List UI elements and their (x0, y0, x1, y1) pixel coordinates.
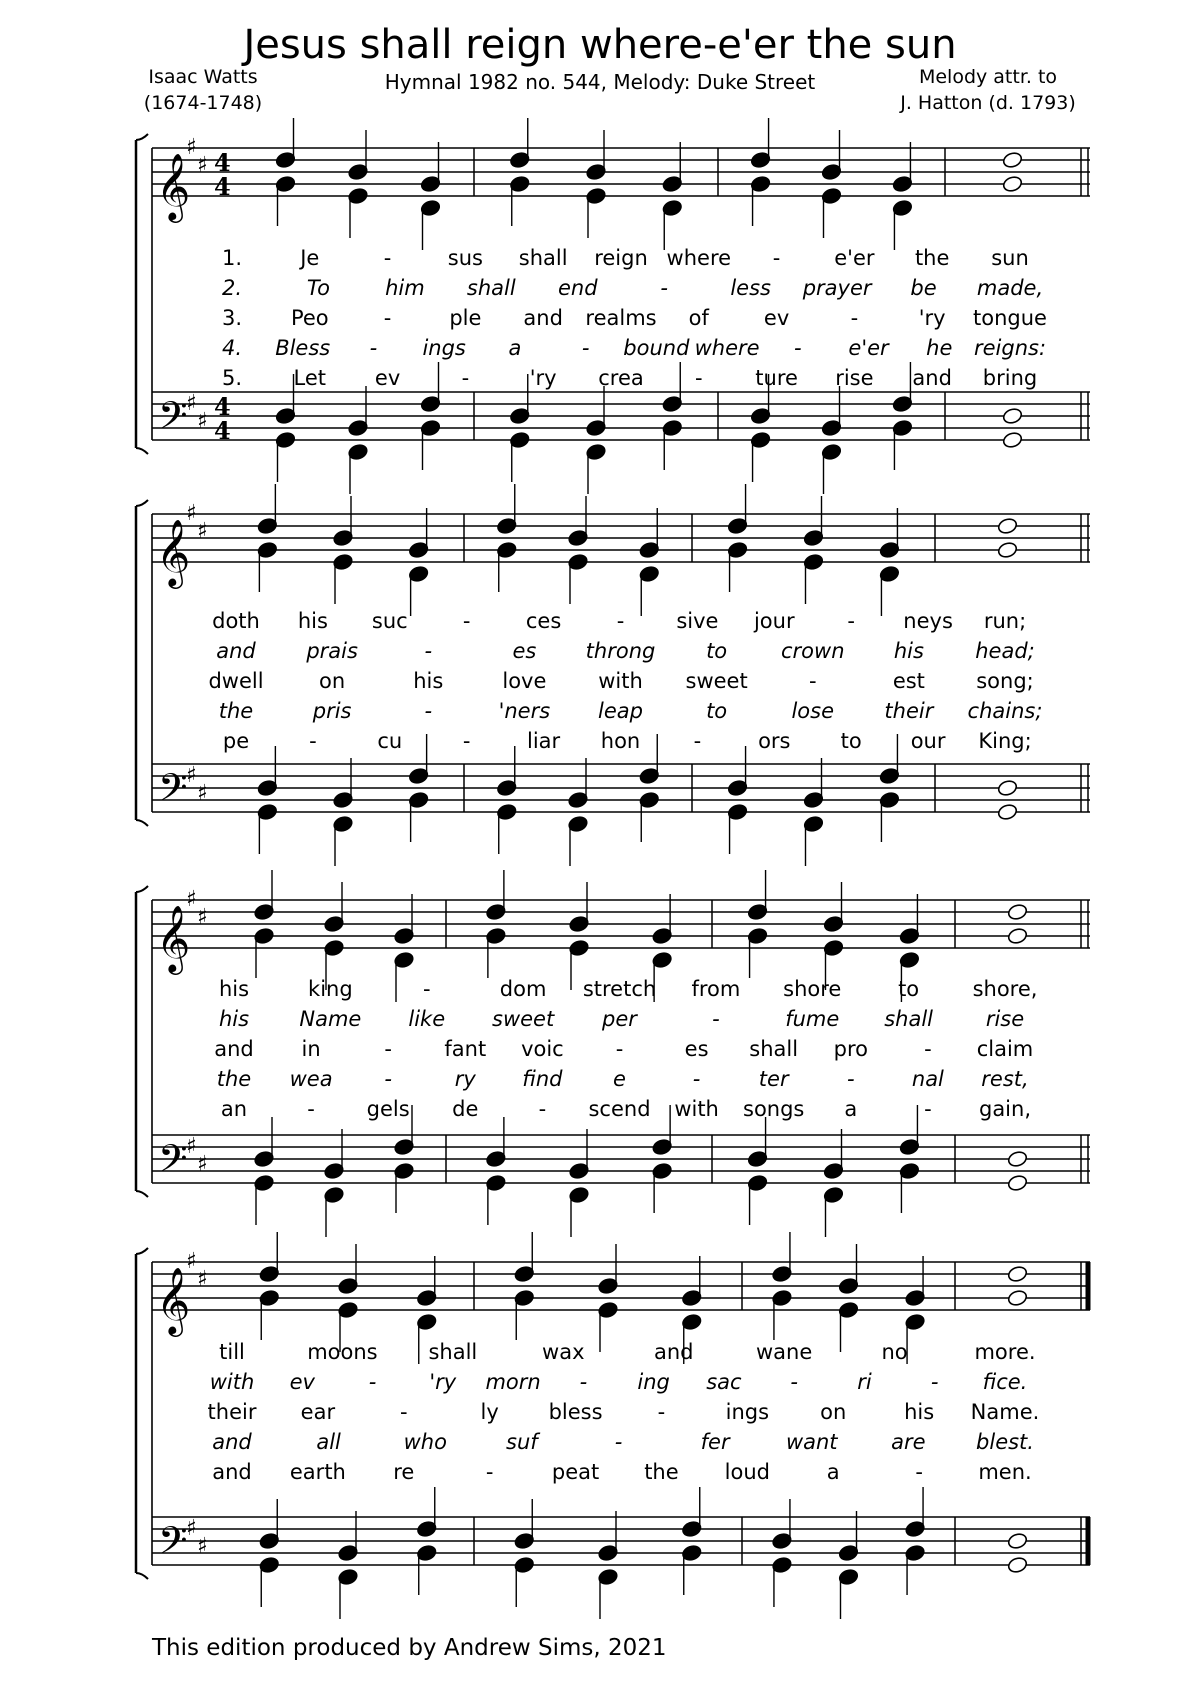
key-signature-sharp: ♯ (197, 905, 208, 930)
lyric-syllable: - (383, 246, 392, 270)
lyric-syllable: fume (785, 1007, 840, 1031)
lyric-syllable: - (847, 1067, 855, 1091)
lyric-syllable: - (850, 306, 859, 330)
lyric-syllable: on (820, 1400, 847, 1424)
lyric-syllable: song; (976, 669, 1034, 693)
words-author: Isaac Watts (148, 66, 258, 88)
lyric-syllable: he (926, 336, 953, 360)
lyric-syllable: reign (594, 246, 648, 270)
lyric-syllable: neys (903, 609, 953, 633)
lyric-syllable: Name. (970, 1400, 1040, 1424)
treble-clef-icon: 𝄞 (156, 904, 191, 972)
key-signature-sharp: ♯ (186, 391, 197, 416)
lyric-syllable: ri (857, 1370, 872, 1394)
lyric-syllable: all (316, 1430, 341, 1454)
lyric-syllable: to (706, 639, 728, 663)
key-signature-sharp: ♯ (197, 519, 208, 544)
lyric-syllable: songs (743, 1097, 805, 1121)
lyric-syllable: sive (676, 609, 719, 633)
lyric-syllable: where (666, 246, 732, 270)
lyric-syllable: - (657, 1400, 666, 1424)
lyric-syllable: 'ry (429, 1370, 457, 1394)
lyric-syllable: - (695, 366, 703, 390)
lyric-syllable: ev (763, 306, 790, 330)
notehead (1002, 175, 1023, 193)
lyric-syllable: - (693, 729, 702, 753)
lyric-syllable: - (461, 366, 470, 390)
lyric-syllable: the (216, 1067, 252, 1091)
lyric-syllable: doth (212, 609, 260, 633)
lyric-syllable: de (452, 1097, 479, 1121)
notehead (997, 517, 1018, 535)
lyric-syllable: gels (366, 1097, 410, 1121)
key-signature-sharp: ♯ (186, 1516, 197, 1541)
lyric-syllable: dwell (208, 669, 264, 693)
notehead (1002, 407, 1023, 425)
lyric-syllable: wax (542, 1340, 585, 1364)
system-1-brace-top (136, 134, 148, 140)
lyric-syllable: men. (978, 1460, 1032, 1484)
lyric-syllable: claim (976, 1037, 1034, 1061)
lyric-syllable: with (598, 669, 643, 693)
lyric-syllable: - (383, 306, 392, 330)
lyric-syllable: jour (753, 609, 795, 633)
lyric-syllable: 5. (221, 366, 243, 390)
melody-credit-line2: J. Hatton (d. 1793) (900, 92, 1076, 114)
lyric-syllable: fice. (982, 1370, 1028, 1394)
lyric-syllable: lose (791, 699, 835, 723)
system-2-brace-top (136, 500, 148, 506)
system-3-brace-top (136, 886, 148, 892)
lyric-syllable: realms (585, 306, 657, 330)
lyric-syllable: pe (222, 729, 250, 753)
lyric-syllable: suc (371, 609, 408, 633)
lyric-syllable: a (844, 1097, 858, 1121)
lyric-syllable: - (462, 729, 471, 753)
lyric-syllable: wane (756, 1340, 813, 1364)
lyric-syllable: his (218, 1007, 250, 1031)
lyric-syllable: - (924, 1097, 932, 1121)
lyric-syllable: the (914, 246, 950, 270)
lyric-syllable: are (891, 1430, 926, 1454)
lyric-syllable: liar (527, 729, 561, 753)
lyric-syllable: - (309, 729, 317, 753)
notehead (1002, 431, 1023, 449)
lyric-syllable: crea (598, 366, 644, 390)
lyric-syllable: head; (975, 639, 1035, 663)
lyric-syllable: no (881, 1340, 908, 1364)
lyric-syllable: - (424, 699, 433, 723)
lyric-syllable: - (368, 1370, 377, 1394)
lyric-syllable: him (385, 276, 425, 300)
lyric-syllable: 3. (221, 306, 243, 330)
lyric-syllable: e'er (848, 336, 889, 360)
words-dates: (1674-1748) (143, 92, 263, 114)
lyric-syllable: and (212, 1430, 252, 1454)
lyric-syllable: to (706, 699, 728, 723)
lyric-syllable: the (644, 1460, 679, 1484)
lyric-syllable: - (794, 336, 802, 360)
lyric-syllable: 4. (221, 336, 243, 360)
lyric-syllable: run; (983, 609, 1027, 633)
lyric-syllable: bless (548, 1400, 603, 1424)
treble-clef-icon: 𝄞 (156, 152, 191, 220)
lyric-syllable: pris (312, 699, 352, 723)
lyric-syllable: ple (449, 306, 482, 330)
lyric-syllable: sweet (685, 669, 748, 693)
notehead (1007, 1532, 1028, 1550)
lyric-syllable: end (557, 276, 598, 300)
lyric-syllable: be (910, 276, 937, 300)
lyric-syllable: ev (374, 366, 401, 390)
lyric-syllable: with (674, 1097, 719, 1121)
system-4-brace-bottom (136, 1573, 148, 1579)
lyric-syllable: - (614, 1430, 623, 1454)
lyric-syllable: - (808, 669, 817, 693)
notehead (1007, 927, 1028, 945)
time-signature: 4 (214, 172, 231, 201)
lyric-syllable: - (847, 609, 855, 633)
lyric-syllable: - (579, 1370, 588, 1394)
lyric-syllable: leap (598, 699, 643, 723)
notehead (997, 779, 1018, 797)
lyric-syllable: a (826, 1460, 840, 1484)
lyric-syllable: - (616, 609, 625, 633)
lyric-syllable: and (216, 639, 256, 663)
lyric-syllable: tongue (973, 306, 1047, 330)
lyric-syllable: shore (783, 977, 842, 1001)
lyric-syllable: dom (499, 977, 547, 1001)
lyric-syllable: and (653, 1340, 694, 1364)
lyric-syllable: chains; (967, 699, 1043, 723)
lyric-syllable: - (692, 1067, 701, 1091)
lyric-syllable: sus (447, 246, 483, 270)
lyric-syllable: loud (724, 1460, 770, 1484)
lyric-syllable: rise (985, 1007, 1025, 1031)
lyric-syllable: less (730, 276, 771, 300)
lyric-syllable: 'ners (498, 699, 551, 723)
lyric-syllable: est (892, 669, 925, 693)
system-4-brace-top (136, 1248, 148, 1254)
lyric-syllable: - (422, 977, 431, 1001)
system-2-brace-bottom (136, 820, 148, 826)
bass-clef-icon: 𝄢 (158, 1136, 188, 1190)
lyric-syllable: - (384, 1037, 392, 1061)
lyric-syllable: love (502, 669, 547, 693)
lyric-syllable: to (840, 729, 862, 753)
lyric-syllable: find (522, 1067, 563, 1091)
key-signature-sharp: ♯ (197, 1267, 208, 1292)
lyric-syllable: the (218, 699, 254, 723)
lyric-syllable: 1. (221, 246, 243, 270)
lyric-syllable: - (384, 1067, 392, 1091)
lyric-syllable: rest, (981, 1067, 1029, 1091)
lyric-syllable: scend (588, 1097, 651, 1121)
lyric-syllable: 2. (221, 276, 243, 300)
key-signature-sharp: ♯ (197, 153, 208, 178)
lyric-syllable: - (915, 1460, 923, 1484)
lyric-syllable: king (308, 977, 353, 1001)
key-signature-sharp: ♯ (197, 781, 208, 806)
lyric-syllable: in (301, 1037, 321, 1061)
lyric-syllable: - (924, 1037, 932, 1061)
lyric-syllable: where (694, 336, 760, 360)
lyric-syllable: Bless (275, 336, 331, 360)
lyric-syllable: cu (377, 729, 403, 753)
lyric-syllable: e (613, 1067, 626, 1091)
lyric-syllable: and (214, 1037, 254, 1061)
lyric-syllable: on (319, 669, 346, 693)
lyric-syllable: our (910, 729, 946, 753)
lyric-syllable: wea (289, 1067, 333, 1091)
notehead (1007, 1265, 1028, 1283)
lyric-syllable: and (212, 1460, 252, 1484)
lyric-syllable: want (785, 1430, 838, 1454)
bass-clef-icon: 𝄢 (158, 393, 188, 447)
lyric-syllable: ture (755, 366, 798, 390)
lyric-syllable: and (912, 366, 952, 390)
lyric-syllable: shall (518, 246, 568, 270)
key-signature-sharp: ♯ (186, 501, 197, 526)
lyric-syllable: nal (911, 1067, 944, 1091)
lyric-syllable: stretch (582, 977, 657, 1001)
lyric-syllable: - (772, 246, 781, 270)
lyric-syllable: earth (289, 1460, 346, 1484)
treble-clef-icon: 𝄞 (156, 1266, 191, 1334)
time-signature: 4 (214, 148, 231, 177)
lyric-syllable: from (691, 977, 741, 1001)
lyric-syllable: bring (982, 366, 1038, 390)
notehead (1007, 1556, 1028, 1574)
lyric-syllable: - (369, 336, 378, 360)
lyric-syllable: sweet (492, 1007, 555, 1031)
lyric-syllable: ev (289, 1370, 315, 1394)
system-3-brace-bottom (136, 1191, 148, 1197)
lyric-syllable: made, (976, 276, 1044, 300)
lyric-syllable: ing (637, 1370, 670, 1394)
lyric-syllable: es (512, 639, 537, 663)
lyric-syllable: - (307, 1097, 315, 1121)
notehead (1007, 1150, 1028, 1168)
system-1-brace-bottom (136, 448, 148, 454)
lyric-syllable: - (424, 639, 433, 663)
lyric-syllable: his (904, 1400, 935, 1424)
lyric-syllable: throng (585, 639, 656, 663)
lyric-syllable: sac (706, 1370, 742, 1394)
lyric-syllable: es (684, 1037, 709, 1061)
lyric-syllable: his (893, 639, 924, 663)
hymn-title: Jesus shall reign where-e'er the sun (243, 22, 957, 68)
lyric-syllable: ter (758, 1067, 789, 1091)
lyric-syllable: shore, (972, 977, 1038, 1001)
lyric-syllable: ings (422, 336, 466, 360)
lyric-syllable: sun (991, 246, 1029, 270)
lyric-syllable: with (209, 1370, 255, 1394)
lyric-syllable: and (523, 306, 563, 330)
lyric-syllable: rise (835, 366, 874, 390)
time-signature: 4 (214, 392, 231, 421)
lyric-syllable: pro (833, 1037, 868, 1061)
hymn-subtitle: Hymnal 1982 no. 544, Melody: Duke Street (384, 70, 816, 94)
lyric-syllable: his (413, 669, 444, 693)
lyric-syllable: shall (749, 1037, 799, 1061)
lyric-syllable: hon (600, 729, 641, 753)
lyric-syllable: reigns: (973, 336, 1047, 360)
lyric-syllable: ors (758, 729, 791, 753)
lyric-syllable: like (408, 1007, 446, 1031)
lyric-syllable: prayer (802, 276, 872, 300)
edition-footer: This edition produced by Andrew Sims, 2021 (152, 1635, 667, 1661)
lyric-syllable: Je (300, 246, 320, 270)
lyric-syllable: prais (306, 639, 358, 663)
lyric-syllable: shall (466, 276, 516, 300)
lyric-syllable: - (930, 1370, 939, 1394)
lyric-syllable: who (403, 1430, 447, 1454)
lyric-syllable: 'ry (529, 366, 557, 390)
lyric-syllable: an (220, 1097, 248, 1121)
lyric-syllable: - (581, 336, 590, 360)
lyric-syllable: blest. (976, 1430, 1034, 1454)
lyric-syllable: Let (293, 366, 327, 390)
bass-clef-icon: 𝄢 (158, 1518, 188, 1572)
lyric-syllable: voic (521, 1037, 564, 1061)
lyric-syllable: peat (551, 1460, 600, 1484)
lyric-syllable: shall (884, 1007, 934, 1031)
lyric-syllable: - (660, 276, 669, 300)
lyric-syllable: gain, (978, 1097, 1032, 1121)
notehead (997, 803, 1018, 821)
key-signature-sharp: ♯ (186, 763, 197, 788)
lyric-syllable: his (297, 609, 328, 633)
notehead (1007, 903, 1028, 921)
lyric-syllable: moons (307, 1340, 378, 1364)
lyric-syllable: morn (485, 1370, 541, 1394)
key-signature-sharp: ♯ (186, 887, 197, 912)
lyric-syllable: re (393, 1460, 415, 1484)
lyric-syllable: per (602, 1007, 637, 1031)
lyric-syllable: ry (454, 1067, 476, 1091)
lyric-syllable: - (538, 1097, 547, 1121)
lyric-syllable: - (615, 1037, 624, 1061)
lyric-syllable: King; (978, 729, 1032, 753)
lyric-syllable: fer (700, 1430, 730, 1454)
lyric-syllable: ces (525, 609, 562, 633)
lyric-syllable: more. (974, 1340, 1036, 1364)
lyric-syllable: their (884, 699, 934, 723)
key-signature-sharp: ♯ (197, 1152, 208, 1177)
lyric-syllable: Peo (290, 306, 329, 330)
lyric-syllable: e'er (834, 246, 875, 270)
key-signature-sharp: ♯ (186, 135, 197, 160)
lyric-syllable: - (790, 1370, 798, 1394)
melody-credit-line1: Melody attr. to (918, 66, 1058, 88)
lyric-syllable: 'ry (918, 306, 946, 330)
lyric-syllable: ings (725, 1400, 770, 1424)
treble-clef-icon: 𝄞 (156, 518, 191, 586)
notehead (1007, 1289, 1028, 1307)
lyric-syllable: - (712, 1007, 720, 1031)
key-signature-sharp: ♯ (186, 1249, 197, 1274)
lyric-syllable: a (508, 336, 522, 360)
lyric-syllable: - (462, 609, 471, 633)
key-signature-sharp: ♯ (186, 1134, 197, 1159)
lyric-syllable: his (218, 977, 250, 1001)
key-signature-sharp: ♯ (197, 409, 208, 434)
lyric-syllable: crown (780, 639, 845, 663)
lyric-syllable: - (399, 1400, 408, 1424)
notehead (1002, 151, 1023, 169)
bass-clef-icon: 𝄢 (158, 765, 188, 819)
lyric-syllable: to (898, 977, 920, 1001)
lyric-syllable: ear (300, 1400, 336, 1424)
lyric-syllable: ly (480, 1400, 499, 1424)
lyric-syllable: fant (444, 1037, 487, 1061)
lyric-syllable: Name (299, 1007, 362, 1031)
lyric-syllable: bound (623, 336, 690, 360)
lyric-syllable: of (688, 306, 709, 330)
notehead (997, 541, 1018, 559)
lyric-syllable: suf (506, 1430, 538, 1454)
lyric-syllable: - (485, 1460, 494, 1484)
notehead (1007, 1174, 1028, 1192)
key-signature-sharp: ♯ (197, 1534, 208, 1559)
lyric-syllable: To (306, 276, 330, 300)
lyric-syllable: till (219, 1340, 245, 1364)
lyric-syllable: their (207, 1400, 257, 1424)
time-signature: 4 (214, 416, 231, 445)
lyric-syllable: shall (428, 1340, 478, 1364)
